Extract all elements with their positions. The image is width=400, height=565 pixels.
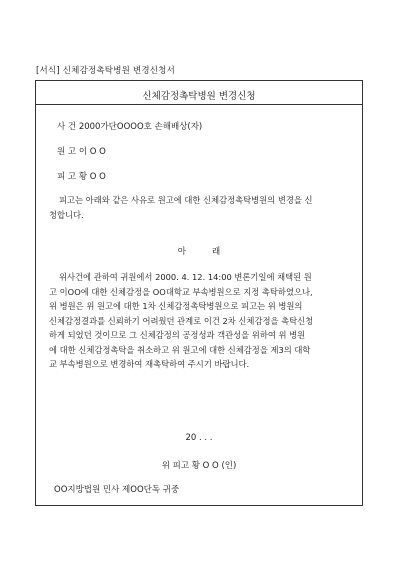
intro-line: 피고는 아래와 같은 사유로 원고에 대한 신체감정촉탁병원의 변경을 신 [59,195,313,205]
reason-line: 신체감정결과를 신뢰하기 어려웠던 관계로 이건 2차 신체감정을 촉탁신청 [49,315,314,326]
reason-paragraph [49,270,349,372]
reason-line: 교 부속병원으로 변경하여 재촉탁하여 주시기 바랍니다. [49,359,250,369]
date-line: 20 . . . [185,433,213,443]
reason-line: 고 이OO에 대한 신체감정을 OO대학교 부속병원으로 지정 촉탁하였으나, [49,286,313,297]
reason-line: 에 대한 신체감정촉탁을 취소하고 위 원고에 대한 신체감정을 제3의 대학 [49,344,311,355]
form-title: 신체감정촉탁병원 변경신청 [142,91,256,102]
section-heading: 아래 [177,247,247,257]
title-divider [36,104,362,105]
application-form [35,80,363,506]
case-line: 사 건 2000가단OOOO호 손해배상(자) [57,122,203,132]
defendant-line: 피 고 황 O O [57,172,106,182]
plaintiff-line: 원 고 이 O O [57,147,106,157]
applicant-signature: 위 피고 황 O O (인) [161,461,237,471]
intro-line: 청합니다. [49,209,84,220]
court-addressee: OO지방법원 민사 제OO단독 귀중 [54,485,180,495]
form-caption: [서식] 신체감정촉탁병원 변경신청서 [36,66,176,76]
reason-line: 위 병원은 위 원고에 대한 1차 신체감정촉탁병원으로 피고는 위 병원의 [49,301,303,311]
reason-line: 하게 되었던 것이므로 그 신체감정의 공정성과 객관성을 위하여 위 병원 [49,330,306,340]
intro-paragraph [49,193,349,222]
reason-line: 위사건에 관하여 귀원에서 2000. 4. 12. 14:00 변론기일에 채택된 원 [59,272,312,282]
